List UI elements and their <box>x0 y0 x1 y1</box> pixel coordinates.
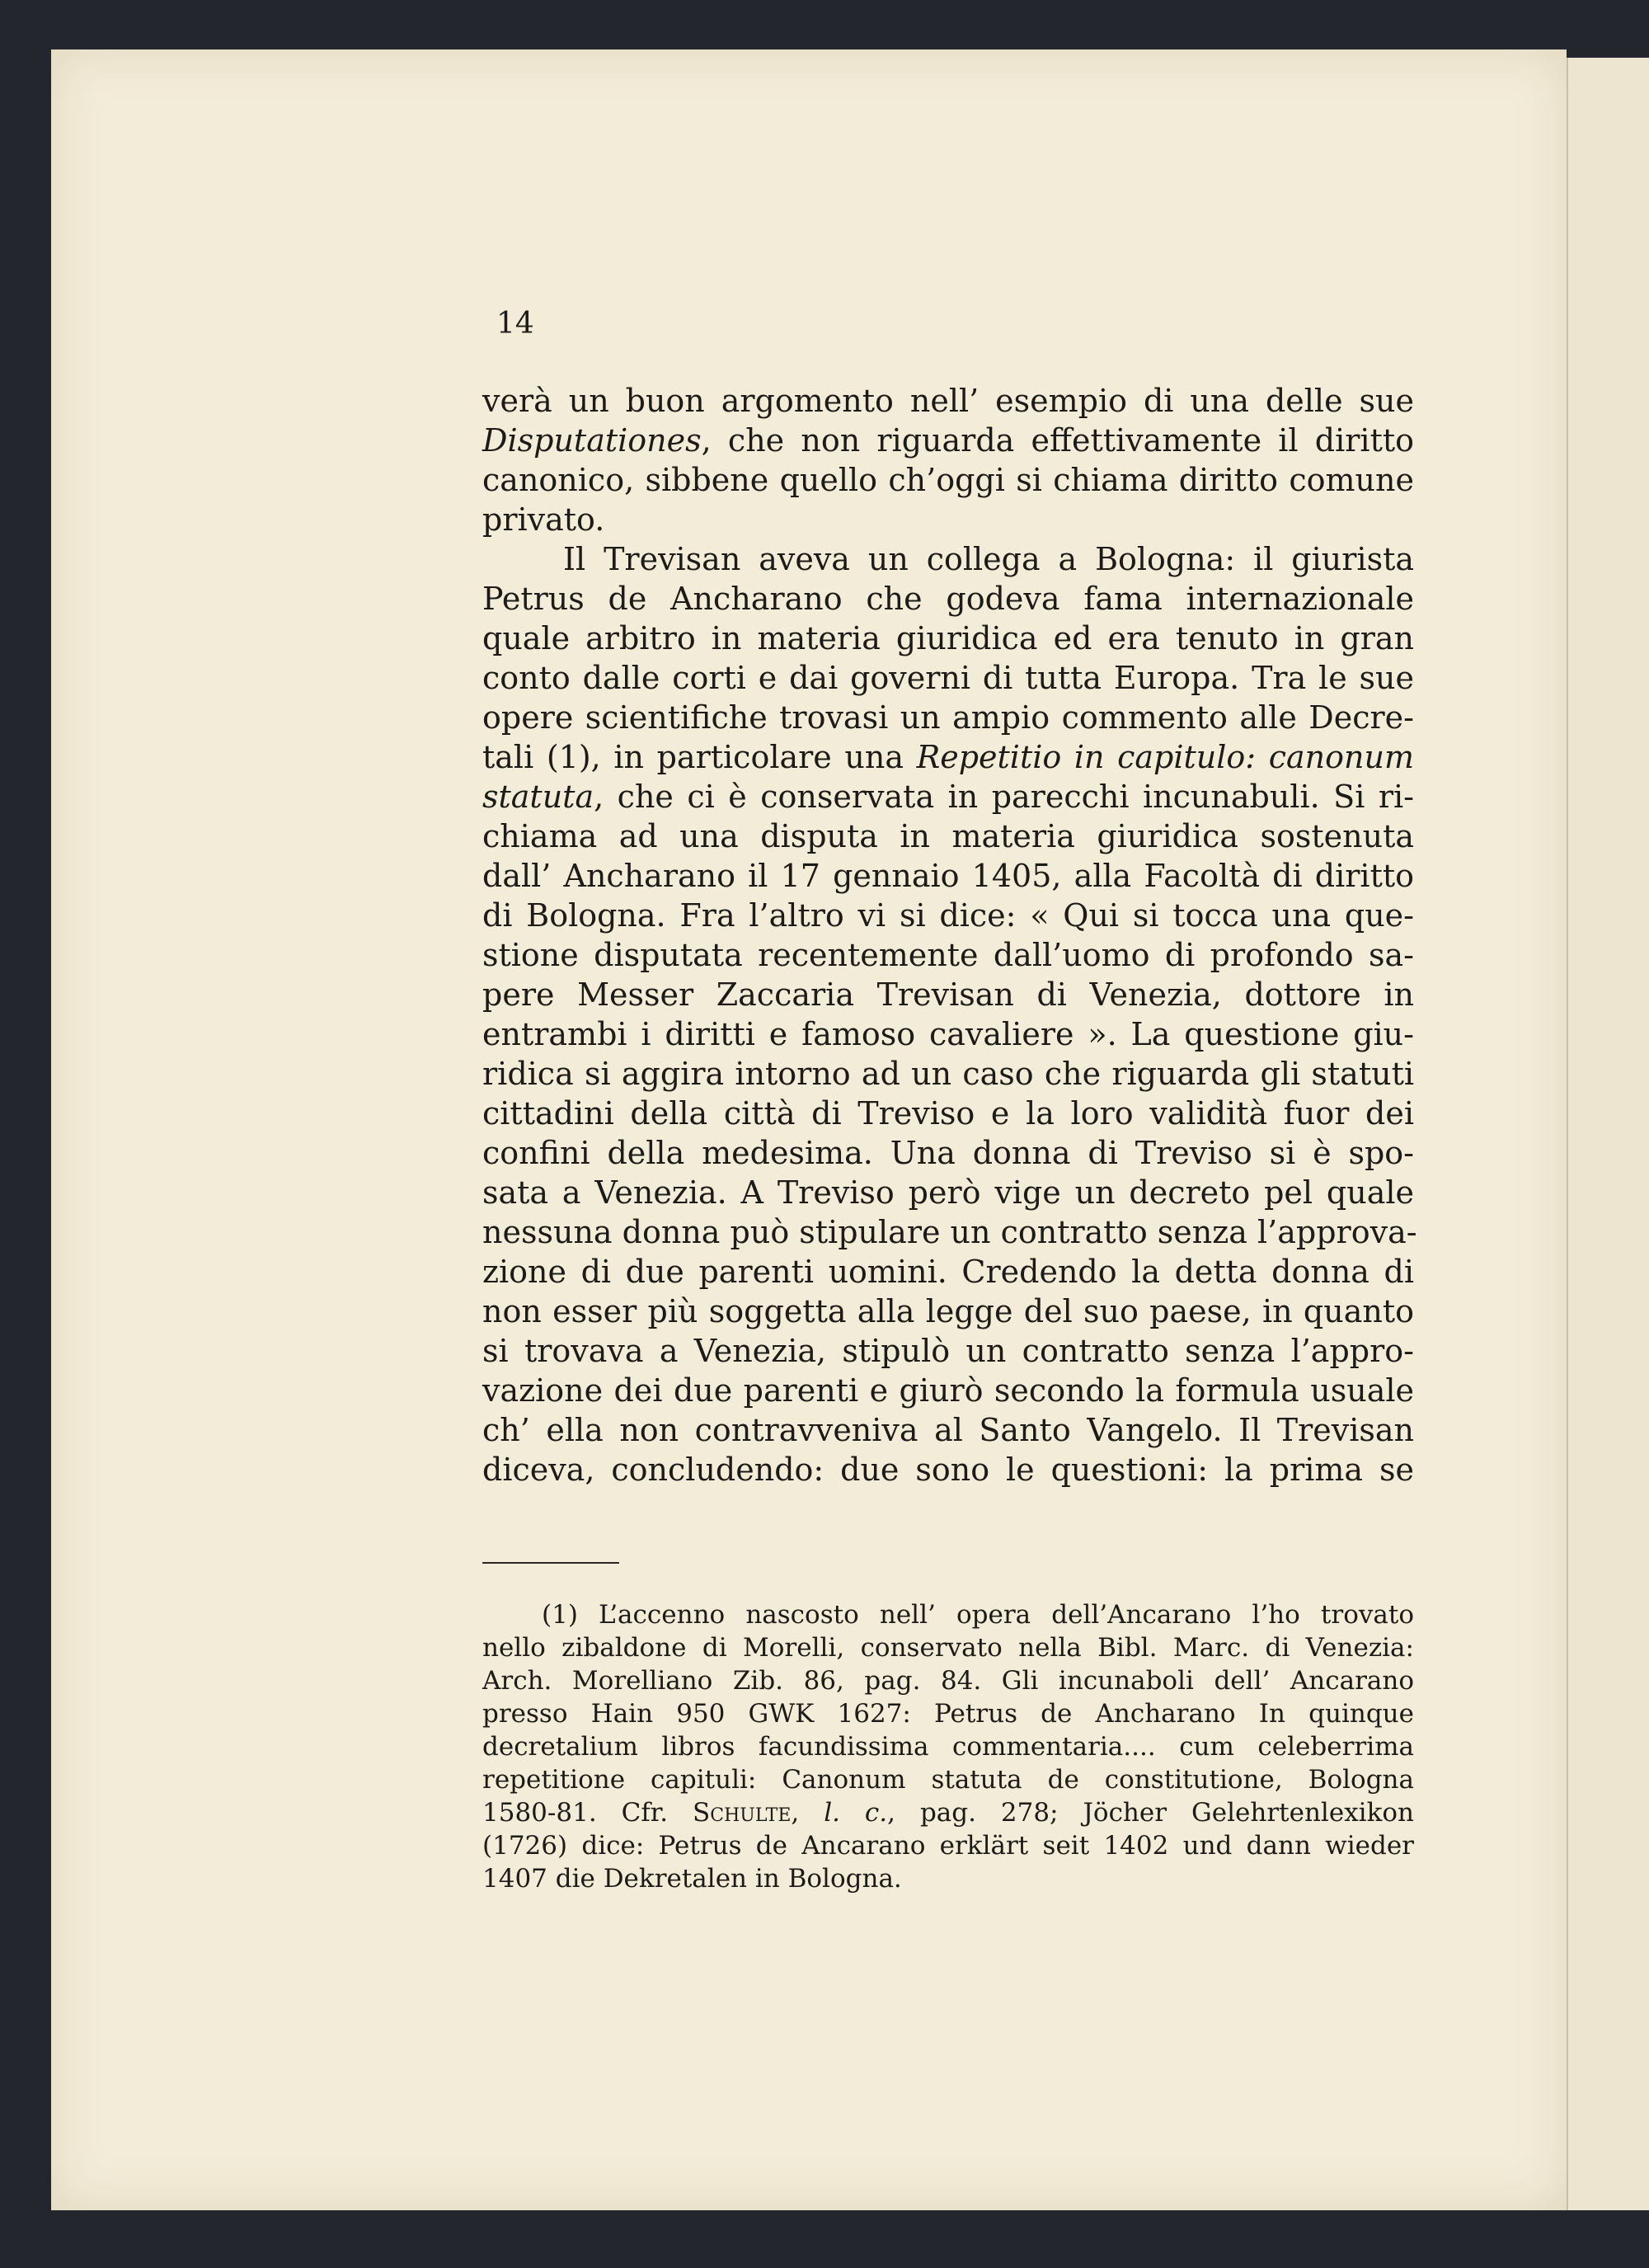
author-name: Schulte <box>693 1798 792 1828</box>
body-line: canonico, sibbene quello ch’oggi si chiama diritto comune <box>482 462 1414 498</box>
footnote-line: 1580-81. Cfr. Schulte, l. c., pag. 278; Jöcher Gelehrtenlexikon <box>482 1798 1414 1828</box>
body-line: nessuna donna può stipulare un contratto senza l’approva- <box>482 1214 1417 1250</box>
footnote-line: nello zibaldone di Morelli, conservato nella Bibl. Marc. di Venezia: <box>482 1633 1414 1663</box>
footnote-line: Arch. Morelliano Zib. 86, pag. 84. Gli incunaboli dell’ Ancarano <box>482 1666 1414 1696</box>
loc-cit: l. c. <box>824 1798 888 1828</box>
body-line: verà un buon argomento nell’ esempio di una delle sue <box>482 383 1414 419</box>
body-line: Disputationes, che non riguarda effettivamente il diritto <box>482 422 1414 459</box>
body-line: ch’ ella non contravveniva al Santo Vangelo. Il Trevisan <box>482 1412 1414 1448</box>
body-line: di Bologna. Fra l’altro vi si dice: « Qui si tocca una que- <box>482 897 1414 934</box>
body-line: si trovava a Venezia, stipulò un contratto senza l’appro- <box>482 1333 1414 1369</box>
footnote-line: presso Hain 950 GWK 1627: Petrus de Ancharano In quinque <box>482 1699 1414 1729</box>
footnote-divider <box>482 1562 619 1564</box>
body-line: quale arbitro in materia giuridica ed era tenuto in gran <box>482 620 1414 656</box>
footnote-line: decretalium libros facundissima commentaria.... cum celeberrima <box>482 1732 1414 1762</box>
body-line: Petrus de Ancharano che godeva fama internazionale <box>482 581 1414 617</box>
body-line: cittadini della città di Treviso e la loro validità fuor dei <box>482 1095 1414 1132</box>
italic-title: Repetitio in capitulo: canonum <box>916 739 1414 775</box>
body-line: ridica si aggira intorno ad un caso che riguarda gli statuti <box>482 1056 1414 1092</box>
body-line: Il Trevisan aveva un collega a Bologna: il giurista <box>563 541 1414 577</box>
footnote-line: 1407 die Dekretalen in Bologna. <box>482 1864 902 1894</box>
body-line: privato. <box>482 501 605 538</box>
body-line: statuta, che ci è conservata in parecchi incunabuli. Si ri- <box>482 779 1414 815</box>
body-line: opere scientifiche trovasi un ampio commento alle Decre- <box>482 699 1414 736</box>
body-line: pere Messer Zaccaria Trevisan di Venezia, dottore in <box>482 976 1414 1013</box>
adjacent-page-edge <box>1567 58 1649 2210</box>
body-line: tali (1), in particolare una Repetitio in capitulo: canonum <box>482 739 1414 775</box>
book-page <box>51 49 1567 2210</box>
footnote-line: (1) L’accenno nascosto nell’ opera dell’Ancarano l’ho trovato <box>542 1600 1414 1630</box>
body-line: vazione dei due parenti e giurò secondo la formula usuale <box>482 1372 1414 1409</box>
italic-title: Disputationes <box>482 422 702 459</box>
body-line: non esser più soggetta alla legge del suo paese, in quanto <box>482 1293 1414 1329</box>
body-line: entrambi i diritti e famoso cavaliere ». La questione giu- <box>482 1016 1414 1052</box>
body-line: diceva, concludendo: due sono le questioni: la prima se <box>482 1452 1414 1488</box>
footnote-line: repetitione capituli: Canonum statuta de constitutione, Bologna <box>482 1765 1414 1795</box>
footnote-line: (1726) dice: Petrus de Ancarano erklärt seit 1402 und dann wieder <box>482 1831 1414 1861</box>
body-line: confini della medesima. Una donna di Treviso si è spo- <box>482 1135 1414 1171</box>
page-number: 14 <box>496 307 534 341</box>
body-line: sata a Venezia. A Treviso però vige un decreto pel quale <box>482 1174 1414 1211</box>
body-line: zione di due parenti uomini. Credendo la detta donna di <box>482 1254 1414 1290</box>
body-line: chiama ad una disputa in materia giuridica sostenuta <box>482 818 1414 854</box>
body-line: stione disputata recentemente dall’uomo di profondo sa- <box>482 937 1414 973</box>
body-line: dall’ Ancharano il 17 gennaio 1405, alla Facoltà di diritto <box>482 858 1414 894</box>
italic-title: statuta <box>482 779 594 815</box>
body-line: conto dalle corti e dai governi di tutta Europa. Tra le sue <box>482 660 1414 696</box>
